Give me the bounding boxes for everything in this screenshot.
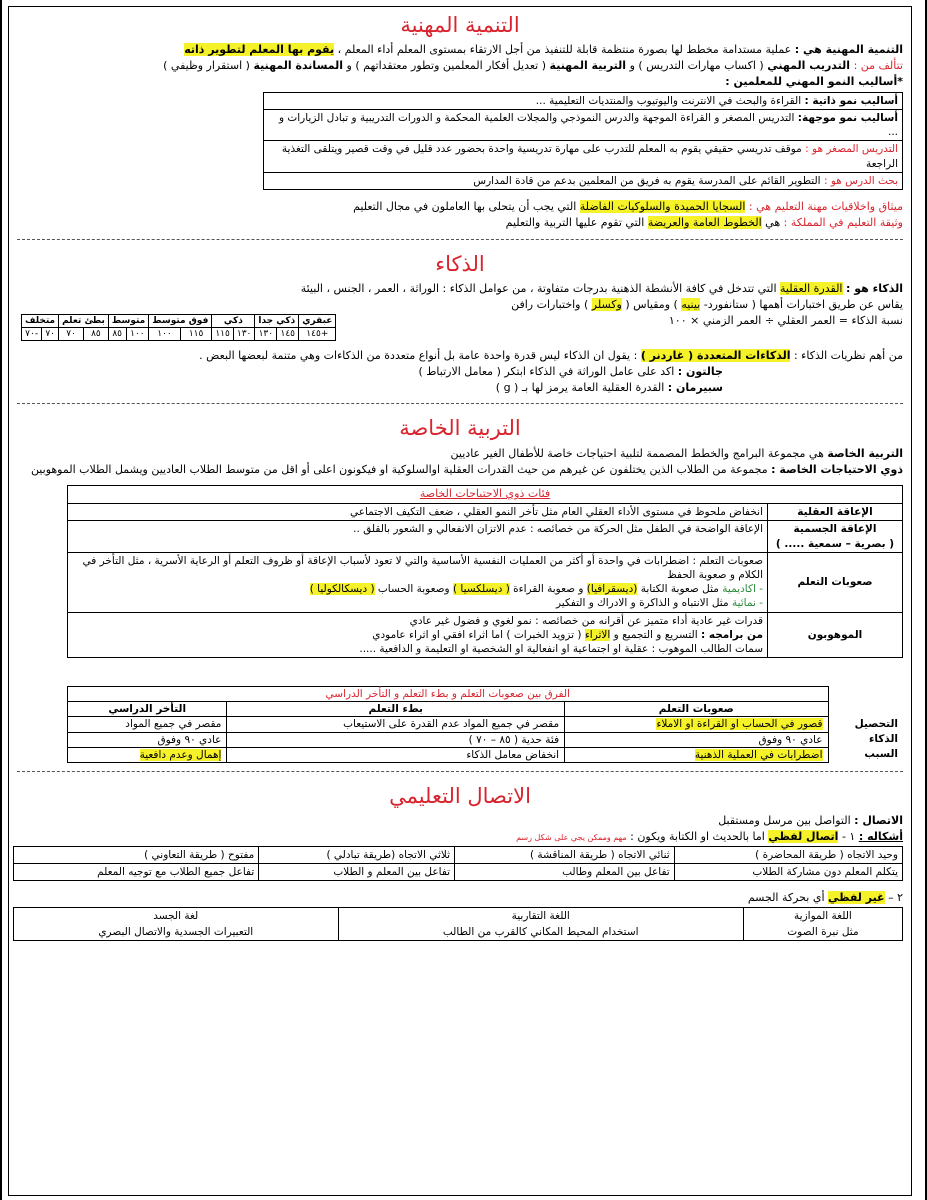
diff-table-caption: الفرق بين صعوبات التعلم و بطء التعلم و التأخر الدراسي: [68, 687, 829, 702]
needs-table-caption-row: [68, 486, 903, 504]
learning-difficulties-table: [67, 686, 903, 763]
nonverbal-comm-table: [13, 907, 903, 941]
iq-value-cell: ٧٠: [42, 327, 59, 340]
verbal-types-row: [14, 846, 903, 863]
section-special-education: [17, 414, 903, 762]
iq-classification-table: [21, 314, 336, 341]
verbal-cell: تفاعل جميع الطلاب مع توجيه المعلم: [14, 864, 259, 881]
iq-header-cell: ذكي: [212, 314, 255, 327]
needs-category: الموهوبون: [768, 612, 903, 658]
methods-row: التدريس المصغر هو : موقف تدريسي حقيقي يقوم به المعلم للتدرب على مهارة تدريسية واحدة بحضور عدد قليل في وقت قصير ويتلقى التغذية الراجعة: [264, 141, 903, 172]
prof-components: تتألف من : التدريب المهني ( اكساب مهارات التدريس ) و التربية المهنية ( تعديل أفكار المعلمين وتطور معتقداتهم ) و المساندة المهنية ( استقرار وظيفي ): [163, 59, 903, 73]
diff-row: [68, 747, 904, 762]
nonverbal-header-row: [14, 908, 903, 925]
iq-theory-galton: جالتون : اكد على عامل الوراثة في الذكاء ابتكر ( معامل الارتباط ): [418, 364, 723, 378]
section-title-prof: التنمية المهنية: [400, 13, 520, 37]
verbal-cell: ثلاثي الاتجاه (طريقة تبادلي ): [259, 846, 455, 863]
diff-row-label: التحصيل: [854, 717, 898, 730]
prof-definition: التنمية المهنية هي : عملية مستدامة مخطط لها بصورة منتظمة قابلة للتنفيذ من أجل الارتقاء بمستوى المعلم أداء المعلم ، يقوم بها المعلم لتطوير ذاته: [184, 43, 903, 57]
methods-table: [263, 92, 903, 190]
iq-table-value-row: [22, 327, 336, 340]
page-frame-left: [0, 0, 2, 1200]
iq-value-cell: ١١٥: [180, 327, 212, 340]
nonverbal-header-cell: اللغة التقاربية: [338, 908, 743, 925]
iq-definition: الذكاء هو : القدرة العقلية التي تتدخل في كافة الأنشطة الذهنية بدرجات متفاوتة ، من عوامل الذكاء : الوراثة ، العمر ، الجنس ، البيئة: [300, 281, 903, 295]
needs-description: قدرات غير عادية أداء متميز عن أقرانه من خصائصه : نمو لغوي و فضول غير عادي من برامجه : التسريع و التجميع و الاثراء ( تزويد الخبرات ) اما اثراء افقي او اثراء عامودي سمات الطالب الموهوب : عقلية او اجتماعية او انفعالية او الشخصية او التعليمة و الدافعية .....: [68, 612, 768, 658]
diff-cell: عادي ٩٠ وفوق: [565, 732, 828, 747]
section-intelligence: [17, 250, 903, 396]
iq-value-cell: ٧٠: [59, 327, 84, 340]
section-professional-development: [17, 11, 903, 231]
iq-table-header-row: [22, 314, 336, 327]
document-definition: وثيقة التعليم في المملكة : هي الخطوط العامة والعريضة التي تقوم عليها التربية والتعليم: [505, 215, 903, 229]
nonverbal-header-cell: لغة الجسد: [153, 910, 199, 923]
comm-definition: الاتصال : التواصل بين مرسل ومستقبل: [718, 814, 903, 828]
nonverbal-header-cell: اللغة الموازية: [743, 908, 902, 925]
iq-value-cell: ٨٥: [108, 327, 126, 340]
needs-categories-table: [67, 485, 903, 658]
section-divider: [17, 403, 903, 404]
needs-category: صعوبات التعلم: [768, 552, 903, 612]
iq-value-cell: ١٠٠: [149, 327, 181, 340]
verbal-cell: تفاعل بين المعلم و الطلاب: [259, 864, 455, 881]
diff-cell: قصور في الحساب او القراءة او الاملاء: [565, 717, 828, 732]
section-divider: [17, 771, 903, 772]
diff-row-label: الذكاء: [868, 733, 898, 746]
needs-row: [68, 504, 903, 521]
comm-note: مهم وممكن يجي على شكل رسم: [516, 833, 627, 843]
section-title-special: التربية الخاصة: [399, 416, 521, 441]
verbal-desc-row: [14, 864, 903, 881]
diff-header-cell: بطء التعلم: [227, 702, 565, 717]
special-needs-definition: ذوي الاحتياجات الخاصة : مجموعة من الطلاب الذين يختلفون عن غيرهم من حيث القدرات العقلية اوالسلوكية او فيكونون اعلى أو اقل من متوسط الطلاب العاديين ويشمل الطلاب الموهوبين: [30, 462, 903, 476]
methods-row: أساليب نمو موجهة: التدريس المصغر و القراءة الموجهة والدرس النموذجي والمجلات العلمية المحكمة و الدورات التدريبية و تبادل الزيارات و ...: [264, 110, 903, 141]
special-definition: التربية الخاصة هي مجموعة البرامج والخطط المصممة لتلبية احتياجات خاصة للأطفال الغير عاديين: [450, 446, 903, 460]
diff-row-label: السبب: [864, 748, 898, 761]
section-communication: [17, 782, 903, 942]
nonverbal-value-cell: استخدام المحيط المكاني كالقرب من الطالب: [338, 924, 743, 941]
methods-row: بحث الدرس هو : التطوير القائم على المدرسة يقوم به فريق من المعلمين بدعم من قادة المدارس: [264, 172, 903, 189]
verbal-cell: ثنائي الاتجاه ( طريقة المناقشة ): [455, 846, 675, 863]
iq-header-cell: عبقري: [299, 314, 336, 327]
needs-row: [68, 612, 903, 658]
document-page: [8, 6, 912, 1196]
iq-theories: من أهم نظريات الذكاء : الذكاءات المتعددة ( غاردنر ) : يقول ان الذكاء ليس قدرة واحدة عامة بل أنواع متعددة من الذكاءات وهي متنمة لبعضها البعض .: [199, 348, 903, 362]
iq-header-cell: فوق متوسط: [149, 314, 212, 327]
diff-cell: اضطرابات في العملية الذهنية: [565, 747, 828, 762]
needs-description: الإعاقة الواضحة في الطفل مثل الحركة من خصائصه : عدم الاتزان الانفعالي و الشعور بالقلق ..: [68, 521, 768, 552]
iq-value-cell: ١٣٠: [233, 327, 255, 340]
diff-header-cell: صعوبات التعلم: [565, 702, 828, 717]
diff-cell: فئة حدية ( ٨٥ – ٧٠ ): [227, 732, 565, 747]
verbal-cell: مفتوح ( طريقة التعاوني ): [14, 846, 259, 863]
needs-row: [68, 521, 903, 552]
needs-row: [68, 552, 903, 612]
diff-cell: عادي ٩٠ وفوق: [68, 732, 227, 747]
iq-header-cell: متخلف: [22, 314, 59, 327]
iq-value-cell: -٧٠: [22, 327, 42, 340]
iq-theory-spearman: سبيرمان : القدرة العقلية العامة يرمز لها بـ ( g ): [495, 380, 723, 394]
section-divider: [17, 239, 903, 240]
iq-value-cell: +١٤٥: [299, 327, 336, 340]
verbal-comm-table: [13, 846, 903, 881]
needs-category: الإعاقة العقلية: [768, 504, 903, 521]
iq-value-cell: ١٣٠: [255, 327, 277, 340]
diff-row: [68, 732, 904, 747]
nonverbal-value-cell: التعبيرات الجسدية والاتصال البصري: [98, 926, 254, 939]
charter-definition: ميثاق واخلاقيات مهنة التعليم هي : السجايا الحميدة والسلوكيات الفاضلة التي يجب أن يتحلى بها العاملون في مجال التعليم: [353, 199, 903, 213]
diff-header-row: [68, 702, 904, 717]
needs-description: انخفاض ملحوظ في مستوى الأداء العقلي العام مثل تأخر النمو العقلي ، ضعف التكيف الاجتماعي: [68, 504, 768, 521]
iq-value-cell: ١١٥: [212, 327, 234, 340]
iq-header-cell: بطئ تعلم: [59, 314, 109, 327]
iq-ratio-row: [17, 314, 903, 341]
iq-value-cell: ١٠٠: [126, 327, 149, 340]
comm-forms: أشكاله : ١ - اتصال لفظي اما بالحديث او الكتابة ويكون : مهم وممكن يجي على شكل رسم: [516, 830, 903, 844]
iq-value-cell: ١٤٥: [277, 327, 299, 340]
diff-cell: إهمال وعدم دافعية: [68, 747, 227, 762]
nonverbal-value-row: [14, 924, 903, 941]
iq-ratio-formula: نسبة الذكاء = العمر العقلي ÷ العمر الزمني × ١٠٠: [668, 313, 903, 327]
iq-header-cell: متوسط: [108, 314, 148, 327]
section-title-comm: الاتصال التعليمي: [389, 783, 531, 808]
needs-description: صعوبات التعلم : اضطرابات في واحدة أو أكثر من العمليات النفسية الأساسية والتي لا تعود لأسباب الإعاقة أو ظروف التعلم أو الرعاية الأسرية ، مثل التأخر في الكلام و صعوبة الحفظ - اكاديمية مثل صعوبة الكتابة (ديسقرافيا) و صعوبة القراءة ( ديسلكسيا ) وصعوبة الحساب ( ديسكالكوليا ) - نمائية مثل الانتباه و الذاكرة و الادراك و التفكير: [68, 552, 768, 612]
diff-header-cell: التأخر الدراسي: [68, 702, 227, 717]
diff-caption-row: [68, 687, 904, 702]
section-title-iq: الذكاء: [435, 251, 485, 276]
verbal-cell: وحيد الاتجاه ( طريقة المحاضرة ): [674, 846, 902, 863]
iq-value-cell: ٨٥: [84, 327, 109, 340]
needs-table-caption: فئات ذوي الاحتياجات الخاصة: [68, 486, 903, 504]
nonverbal-heading: ٢ – غير لفظي أي بحركة الجسم: [747, 891, 903, 905]
diff-row: [68, 717, 904, 732]
methods-heading: *أساليب النمو المهني للمعلمين :: [725, 75, 903, 89]
verbal-cell: تفاعل بين المعلم وطالب: [455, 864, 675, 881]
diff-cell: مقصر في جميع المواد عدم القدرة على الاستيعاب: [227, 717, 565, 732]
methods-row: أساليب نمو ذاتية : القراءة والبحث في الانترنت واليوتيوب والمنتديات التعليمية ...: [264, 92, 903, 109]
iq-measurement: يقاس عن طريق اختبارات أهمها ( ستانفورد- بينيه ) ومقياس ( وكسلر ) واختبارات رافن: [511, 297, 903, 311]
verbal-cell: يتكلم المعلم دون مشاركة الطلاب: [674, 864, 902, 881]
nonverbal-value-cell: مثل نبرة الصوت: [743, 924, 902, 941]
diff-cell: مقصر في جميع المواد: [68, 717, 227, 732]
iq-header-cell: ذكي جدا: [255, 314, 299, 327]
diff-cell: انخفاض معامل الذكاء: [227, 747, 565, 762]
needs-category: الإعاقة الجسمية ( بصرية – سمعية ..... ): [768, 521, 903, 552]
